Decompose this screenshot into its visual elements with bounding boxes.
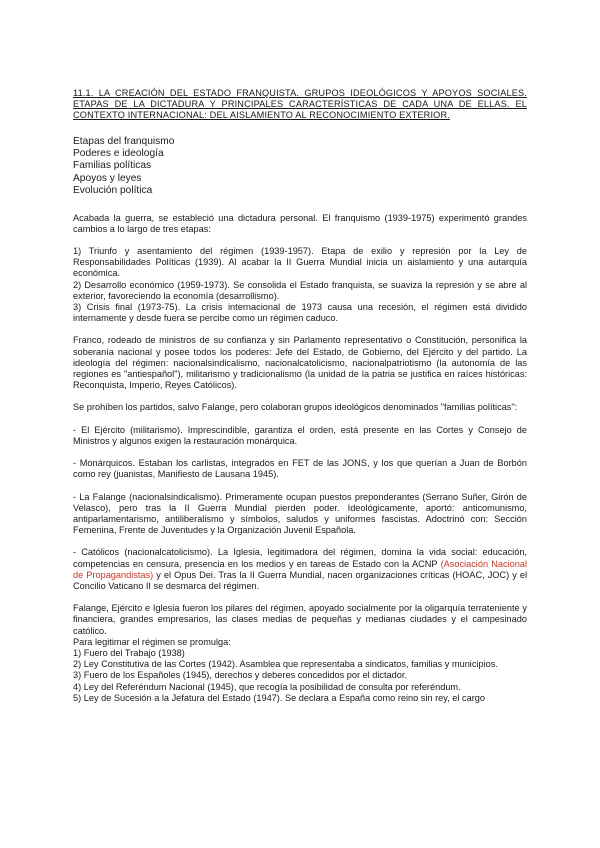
catholics-paragraph <box>73 547 527 592</box>
laws-intro: Para legitimar el régimen se promulga: <box>73 636 231 647</box>
families-intro-paragraph: Se prohíben los partidos, salvo Falange, pero colaboran grupos ideológicos denominados "familias políticas": <box>73 402 518 413</box>
support-paragraph: Falange, Ejército e Iglesia fueron los pilares del régimen, apoyado socialmente por la oligarquía terrateniente y financiera, grandes empresarios, las clases medias de pequeñas y medianas ciudades y el campesinado católico. <box>73 603 527 636</box>
toc-item: Evolución política <box>73 185 153 197</box>
stage-item: 2) Desarrollo económico (1959-1973). Se consolida el Estado franquista, se suaviza la represión y se abre al exterior, favoreciendo la economía (desarrollismo). <box>73 279 527 301</box>
law-item: 5) Ley de Sucesión a la Jefatura del Estado (1947). Se declara a España como reino sin rey, el cargo <box>73 692 485 703</box>
stages-list <box>73 246 527 324</box>
law-item: 3) Fuero de los Españoles (1945), derechos y deberes concedidos por el dictador. <box>73 670 408 681</box>
toc-item: Apoyos y leyes <box>73 172 142 184</box>
powers-paragraph: Franco, rodeado de ministros de su confianza y sin Parlamento representativo o Constitución, personifica la soberanía nacional y posee todos los poderes: Jefe del Estado, de Gobierno, del Ejército y del partido. La ideología del régimen: nacionalsindicalismo, nacionalcatolicismo, nacionalpatriotismo (la autonomía de las regiones es "antiespañol"), militarismo y tradicionalismo (la unidad de la patria se justifica en raíces históricas: Reconquista, Imperio, Reyes Católicos). <box>73 335 527 391</box>
intro-paragraph: Acabada la guerra, se estableció una dictadura personal. El franquismo (1939-1975) experimentó grandes cambios a lo largo de tres etapas: <box>73 212 527 234</box>
law-item: 4) Ley del Referéndum Nacional (1945), que recogía la posibilidad de consulta por referéndum. <box>73 681 461 692</box>
catholics-text-end: y el Opus Dei. Tras la II Guerra Mundial, nacen organizaciones críticas (HOAC, JOC) y el Concilio Vaticano II se desmarca del régimen. <box>73 569 528 591</box>
table-of-contents <box>73 136 527 198</box>
law-item: 2) Ley Constitutiva de las Cortes (1942). Asamblea que representaba a sindicatos, familias y municipios. <box>73 659 498 670</box>
document-title: 11.1. LA CREACIÓN DEL ESTADO FRANQUISTA. GRUPOS IDEOLÓGICOS Y APOYOS SOCIALES. ETAPAS DE LA DICTADURA Y PRINCIPALES CARACTERÍSTICAS DE CADA UNA DE ELLAS. EL CONTEXTO INTERNACIONAL: DEL AISLAMIENTO AL RECONOCIMIENTO EXTERIOR. <box>73 88 527 121</box>
falange-paragraph: - La Falange (nacionalsindicalismo). Primeramente ocupan puestos preponderantes (Serrano Suñer, Girón de Velasco), pero tras la II Guerra Mundial pierden poder. Ideológicamente, aportó: anticomunismo, antiparlamentarismo, antiliberalismo y símbolos, saludos y uniformes fascistas. Adoctrinó con: Sección Femenina, Frente de Juventudes y la Organización Juvenil Española. <box>73 491 527 536</box>
catholics-text-start: - Católicos (nacionalcatolicismo). La Iglesia, legitimadora del régimen, domina la vida social: educación, competencias en censura, presencia en los medios y en tareas de Estado con la ACNP <box>73 547 527 569</box>
army-paragraph: - El Ejército (militarismo). Imprescindible, garantiza el orden, está presente en las Cortes y Consejo de Ministros y algunos exigen la restauración monárquica. <box>73 424 527 446</box>
toc-item: Poderes e ideología <box>73 148 164 160</box>
law-item: 1) Fuero del Trabajo (1938) <box>73 647 185 658</box>
monarchists-paragraph: - Monárquicos. Estaban los carlistas, integrados en FET de las JONS, y los que querían a Juan de Borbón como rey (juanistas, Manifiesto de Lausana 1945). <box>73 458 527 480</box>
toc-item: Etapas del franquismo <box>73 135 175 147</box>
toc-item: Familias políticas <box>73 160 152 172</box>
stage-item: 3) Crisis final (1973-75). La crisis internacional de 1973 causa una recesión, el régimen está dividido internamente y desde fuera se percibe como un régimen caduco. <box>73 302 527 324</box>
laws-section <box>73 637 527 704</box>
stage-item: 1) Triunfo y asentamiento del régimen (1939-1957). Etapa de exilio y represión por la Ley de Responsabilidades Políticas (1939). Al acabar la II Guerra Mundial inicia un aislamiento y una autarquía económica. <box>73 246 527 279</box>
acnp-highlight: (Asociación Nacional de Propagandistas) <box>73 558 528 580</box>
